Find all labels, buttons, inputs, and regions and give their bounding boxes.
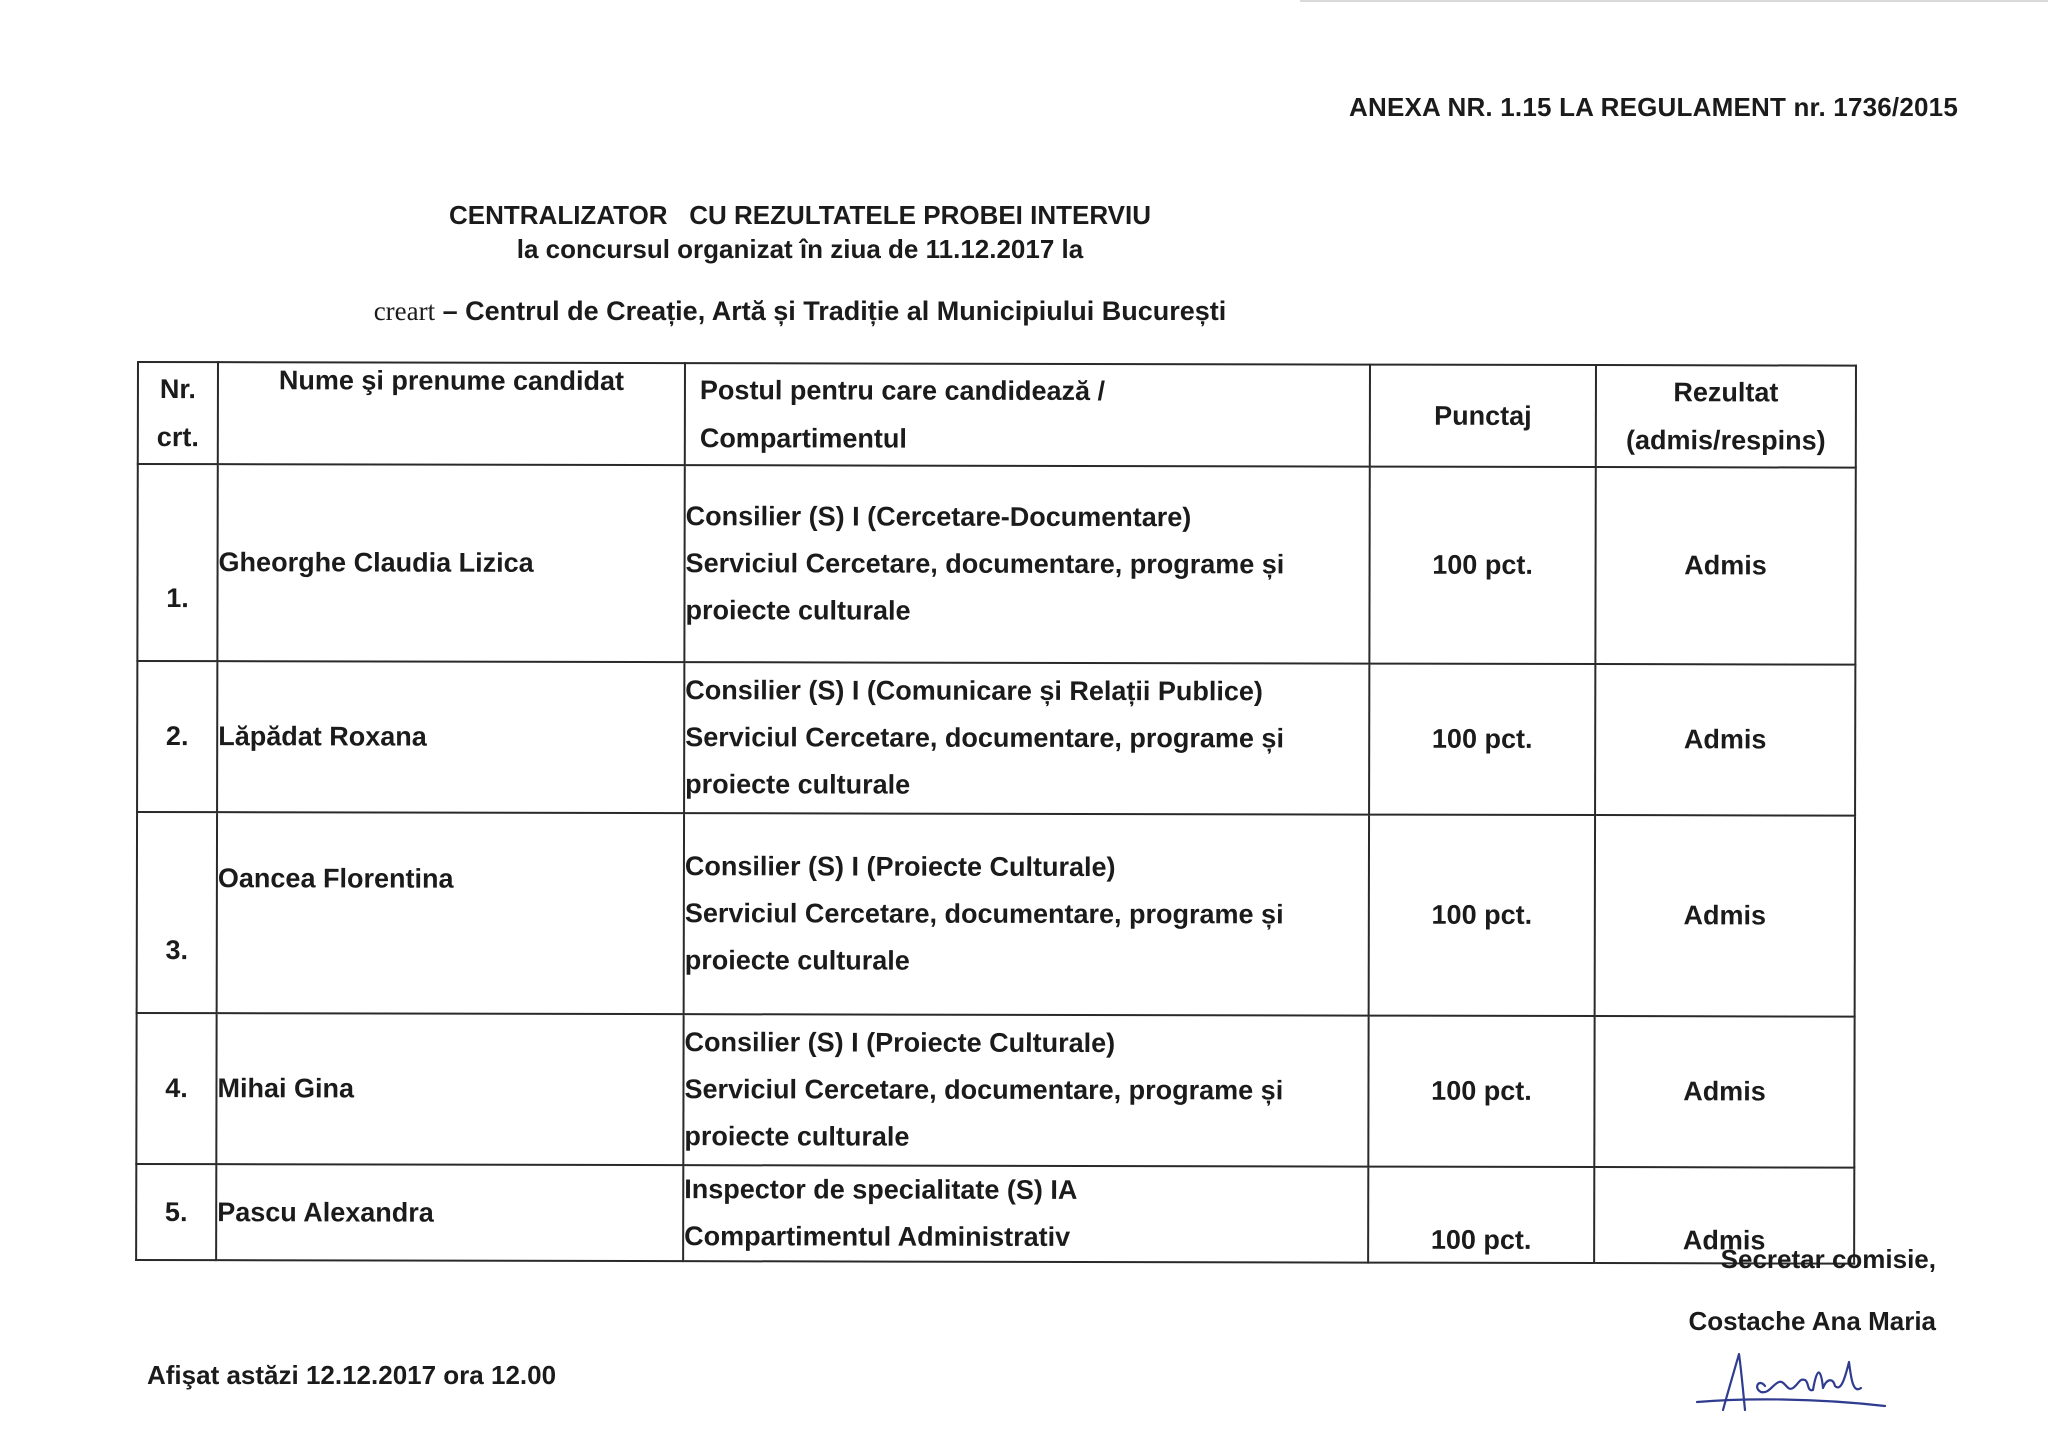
score-cell: 100 pct. (1368, 1167, 1594, 1263)
document-title (0, 198, 1600, 266)
posted-date: Afişat astăzi 12.12.2017 ora 12.00 (147, 1360, 557, 1390)
score-cell: 100 pct. (1369, 467, 1595, 664)
header-result-line1: Rezultat (1673, 377, 1779, 408)
candidate-name: Lăpădat Roxana (217, 661, 684, 813)
header-name: Nume şi prenume candidat (218, 362, 685, 465)
institution-brand: creart (373, 296, 436, 326)
post-department: Serviciul Cercetare, documentare, programe și (685, 722, 1284, 754)
results-table (135, 361, 1857, 1265)
result-cell: Admis (1595, 664, 1855, 816)
post-department: Serviciul Cercetare, documentare, programe și (684, 1074, 1284, 1106)
header-post-line2: Compartimentul (699, 423, 907, 454)
header-post-line1: Postul pentru care candidează / (699, 375, 1106, 407)
institution-name: – Centrul de Creație, Artă și Tradiție al Municipiului București (435, 296, 1227, 326)
header-post (685, 363, 1370, 466)
post-title: Consilier (S) I (Proiecte Culturale) (684, 851, 1116, 883)
post-cell (684, 662, 1369, 814)
title-line-2: la concursul organizat în ziua de 11.12.2017 la (516, 234, 1084, 264)
post-department-cont: proiecte culturale (685, 769, 911, 800)
post-cell (684, 813, 1369, 1015)
result-cell: Admis (1594, 1167, 1854, 1264)
post-cell (683, 1165, 1368, 1262)
header-nr-line2: crt. (156, 422, 199, 453)
row-number: 5. (136, 1164, 216, 1260)
row-number: 2. (137, 661, 217, 812)
post-department: Serviciul Cercetare, documentare, programe și (685, 548, 1285, 580)
signature-stroke-a (1723, 1354, 1745, 1410)
post-department: Serviciul Cercetare, documentare, programe și (684, 898, 1284, 930)
title-line-1: CENTRALIZATOR CU REZULTATELE PROBEI INTERVIU (449, 200, 1151, 230)
candidate-name: Oancea Florentina (217, 812, 684, 1014)
post-department: Compartimentul Administrativ (684, 1221, 1071, 1252)
score-cell: 100 pct. (1368, 1016, 1594, 1167)
table-row (137, 812, 1855, 1017)
result-cell: Admis (1595, 467, 1855, 665)
table-row (136, 1013, 1854, 1168)
secretary-label: Secretar comisie, (1720, 1244, 1936, 1274)
table-row (136, 1164, 1854, 1264)
post-title: Consilier (S) I (Comunicare și Relații Publice) (685, 675, 1263, 707)
header-nr-line1: Nr. (159, 374, 196, 405)
post-title: Consilier (S) I (Proiecte Culturale) (684, 1027, 1116, 1059)
table-header-row (138, 362, 1856, 468)
post-cell (683, 1014, 1368, 1166)
table-row (137, 661, 1855, 816)
row-number: 3. (137, 812, 217, 1013)
post-department-cont: proiecte culturale (685, 595, 911, 626)
header-score: Punctaj (1370, 365, 1596, 467)
row-number: 4. (136, 1013, 216, 1164)
post-cell (684, 465, 1369, 663)
row-number: 1. (137, 464, 217, 661)
result-cell: Admis (1595, 815, 1855, 1017)
scan-edge-line (1300, 0, 2048, 2)
score-cell: 100 pct. (1369, 664, 1595, 815)
annex-reference: ANEXA NR. 1.15 LA REGULAMENT nr. 1736/2015 (1349, 92, 1958, 122)
candidate-name: Mihai Gina (216, 1013, 683, 1165)
header-nr (138, 362, 218, 464)
score-cell: 100 pct. (1369, 815, 1595, 1016)
header-result-line2: (admis/respins) (1626, 425, 1826, 456)
signature-strokes (1697, 1354, 1885, 1410)
header-result (1596, 365, 1856, 468)
candidate-name: Pascu Alexandra (216, 1164, 683, 1261)
result-cell: Admis (1594, 1016, 1854, 1168)
institution-line (0, 296, 1600, 327)
post-title: Inspector de specialitate (S) IA (684, 1174, 1078, 1205)
post-title: Consilier (S) I (Cercetare-Documentare) (685, 501, 1192, 533)
secretary-name: Costache Ana Maria (1688, 1306, 1936, 1336)
handwritten-signature (1695, 1348, 1895, 1418)
post-department-cont: proiecte culturale (684, 945, 910, 976)
post-department-cont: proiecte culturale (684, 1121, 910, 1152)
signature-stroke-word (1757, 1362, 1861, 1392)
table-row (137, 464, 1855, 665)
candidate-name: Gheorghe Claudia Lizica (217, 464, 684, 662)
